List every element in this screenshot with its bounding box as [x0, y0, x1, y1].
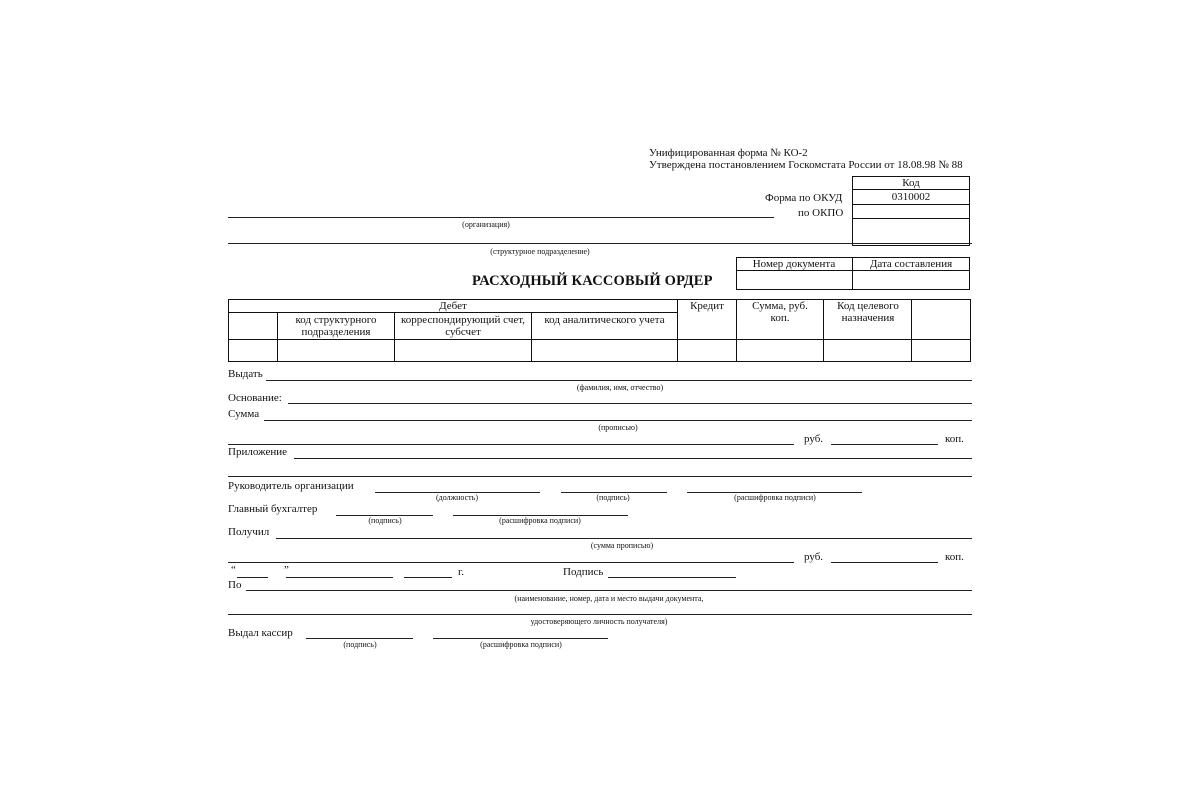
cashier-signature-caption: (подпись)	[343, 640, 377, 649]
attachment-field-line2[interactable]	[228, 476, 972, 477]
accountant-decoding-caption: (расшифровка подписи)	[499, 516, 581, 525]
cell-corr-account[interactable]	[278, 340, 394, 361]
debit-header: Дебет	[439, 300, 467, 312]
organization-field[interactable]	[228, 217, 774, 218]
signature-label: Подпись	[563, 566, 604, 578]
director-label: Руководитель организации	[228, 480, 354, 492]
corr-account-header: корреспондирующий счет, субсчет	[401, 314, 525, 338]
cell-struct-unit-code[interactable]	[229, 340, 277, 361]
attachment-field[interactable]	[294, 458, 972, 459]
doc-date-label: Дата составления	[869, 258, 953, 270]
received-field-line2[interactable]	[228, 562, 794, 563]
rub-label: руб.	[804, 433, 824, 445]
code-divider-1	[853, 204, 969, 205]
received-field[interactable]	[276, 538, 972, 539]
analytic-code-header: код аналитического учета	[544, 314, 665, 326]
doc-date-cell[interactable]	[853, 271, 969, 289]
in-words-caption: (прописью)	[598, 423, 638, 432]
day-field[interactable]	[237, 577, 268, 578]
okpo-label: по ОКПО	[798, 207, 844, 219]
quote-open: “	[231, 564, 236, 576]
identity-doc-field-line2[interactable]	[228, 614, 972, 615]
sum-field-line2[interactable]	[228, 444, 794, 445]
okud-value: 0310002	[891, 191, 931, 203]
credit-header: Кредит	[690, 300, 724, 312]
basis-field[interactable]	[288, 403, 972, 404]
sum-label: Сумма	[228, 408, 260, 420]
accountant-signature-caption: (подпись)	[368, 516, 402, 525]
quote-close: ”	[284, 564, 289, 576]
cell-credit-value[interactable]	[678, 340, 736, 361]
issue-label: Выдать	[228, 368, 263, 380]
debit-subheader-line	[228, 312, 678, 313]
identity-doc-field[interactable]	[246, 590, 972, 591]
struct-unit-code-header: код структурного подразделения	[295, 314, 377, 338]
identity-caption: удостоверяющего личность получателя)	[530, 617, 668, 626]
doc-number-label: Номер документа	[752, 258, 836, 270]
received-label: Получил	[228, 526, 270, 538]
code-label: Код	[902, 177, 920, 189]
month-field[interactable]	[286, 577, 393, 578]
cell-target-code[interactable]	[824, 340, 911, 361]
cashier-decoding-field[interactable]	[433, 638, 608, 639]
approval-line: Утверждена постановлением Госкомстата России от 18.08.98 № 88	[649, 159, 963, 171]
okud-label: Форма по ОКУД	[765, 192, 843, 204]
sum-words-caption: (сумма прописью)	[590, 541, 654, 550]
cashier-decoding-caption: (расшифровка подписи)	[480, 640, 562, 649]
sum-field[interactable]	[264, 420, 972, 421]
director-signature-caption: (подпись)	[596, 493, 630, 502]
received-kop-field[interactable]	[831, 562, 938, 563]
organization-caption: (организация)	[462, 220, 510, 229]
target-code-header: Код целевого назначения	[837, 300, 899, 324]
received-signature-field[interactable]	[608, 577, 736, 578]
cell-credit[interactable]	[532, 340, 677, 361]
by-label: По	[228, 579, 242, 591]
chief-accountant-label: Главный бухгалтер	[228, 503, 318, 515]
cashier-signature-field[interactable]	[306, 638, 413, 639]
doc-number-cell[interactable]	[736, 271, 853, 289]
code-header-cell	[852, 176, 970, 190]
cell-analytic-code[interactable]	[395, 340, 531, 361]
kop-field[interactable]	[831, 444, 938, 445]
structural-unit-caption: (структурное подразделение)	[490, 247, 590, 256]
structural-unit-field[interactable]	[228, 243, 972, 244]
code-divider-2	[853, 218, 969, 219]
received-kop-label: коп.	[945, 551, 964, 563]
basis-label: Основание:	[228, 392, 282, 404]
cell-sum[interactable]	[737, 340, 823, 361]
director-decoding-caption: (расшифровка подписи)	[734, 493, 816, 502]
kop-label: коп.	[945, 433, 964, 445]
cashier-label: Выдал кассир	[228, 627, 293, 639]
doc-caption: (наименование, номер, дата и место выдачи документа,	[514, 594, 704, 603]
director-position-caption: (должность)	[436, 493, 478, 502]
sum-header: Сумма, руб. коп.	[752, 300, 808, 324]
issue-field[interactable]	[266, 380, 972, 381]
document-title: РАСХОДНЫЙ КАССОВЫЙ ОРДЕР	[472, 273, 713, 289]
attachment-label: Приложение	[228, 446, 288, 458]
form-number-line: Унифицированная форма № КО-2	[649, 147, 808, 159]
year-suffix: г.	[458, 566, 465, 578]
fio-caption: (фамилия, имя, отчество)	[576, 383, 664, 392]
year-field[interactable]	[404, 577, 452, 578]
received-rub-label: руб.	[804, 551, 824, 563]
